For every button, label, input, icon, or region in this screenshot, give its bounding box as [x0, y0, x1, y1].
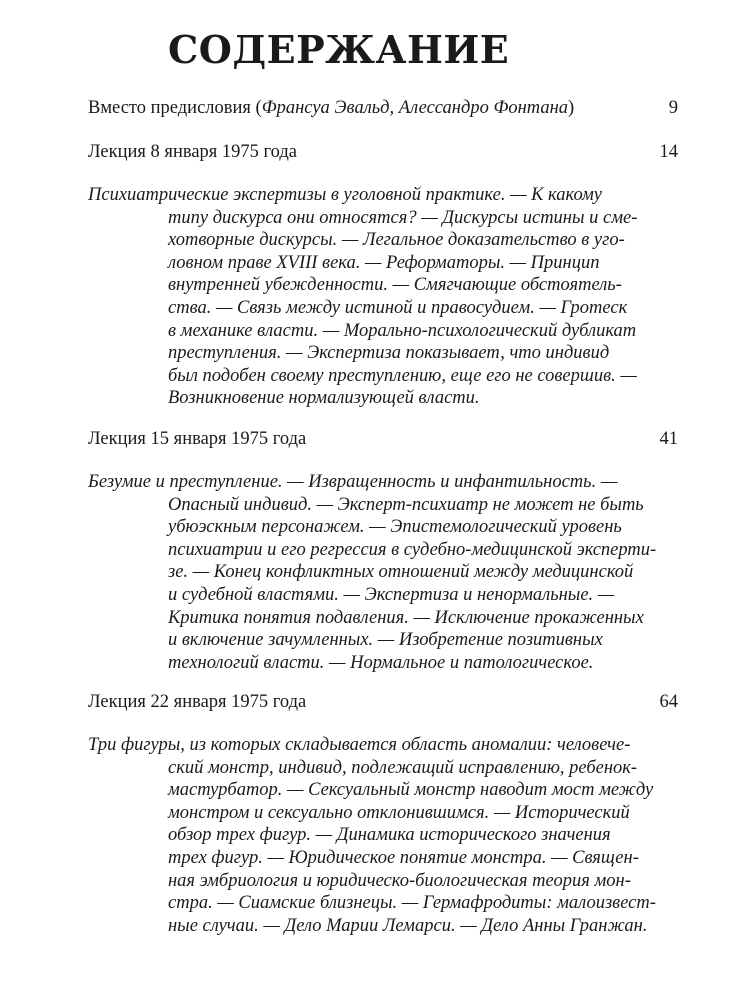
summary-line: преступления. — Экспертиза показывает, что индивид: [168, 343, 610, 364]
toc-entry-label: Лекция 22 января 1975 года: [88, 692, 307, 712]
summary-line: Безумие и преступление. — Извращенность и инфантильность. —: [88, 472, 618, 492]
summary-line: Опасный индивид. — Эксперт-психиатр не может не быть: [168, 494, 644, 515]
summary-line: хотворные дискурсы. — Легальное доказательство в уго-: [168, 230, 625, 251]
summary-line: Критика понятия подавления. — Исключение прокаженных: [168, 607, 644, 628]
summary-line: стра. — Сиамские близнецы. — Гермафродиты: малоизвест-: [168, 893, 656, 914]
lecture-summary: [88, 734, 688, 937]
toc-entry-lecture: [88, 427, 678, 451]
summary-line: ные случаи. — Дело Марии Лемарси. — Дело Анны Гранжан.: [168, 915, 648, 936]
summary-line: и судебной властями. — Экспертиза и ненормальные. —: [168, 584, 615, 605]
summary-line: внутренней убежденности. — Смягчающие обстоятель-: [168, 275, 622, 296]
toc-entry-label: Лекция 8 января 1975 года: [88, 142, 298, 162]
summary-line: обзор трех фигур. — Динамика исторического значения: [168, 825, 611, 846]
foreword-authors: Франсуа Эвальд, Алессандро Фонтана: [261, 98, 569, 118]
toc-page-number: 14: [659, 142, 678, 162]
summary-line: ский монстр, индивид, подлежащий исправлению, ребенок-: [168, 757, 638, 778]
summary-line: ная эмбриология и юридическо-биологическая теория мон-: [168, 870, 631, 891]
summary-line: технологий власти. — Нормальное и патологическое.: [168, 652, 594, 673]
summary-line: Три фигуры, из которых складывается область аномалии: человече-: [88, 735, 631, 755]
summary-line: и включение зачумленных. — Изобретение позитивных: [168, 630, 603, 651]
summary-line: Психиатрические экспертизы в уголовной практике. — К какому: [88, 185, 603, 205]
toc-entry-lecture: [88, 690, 678, 714]
toc-entry-label: Лекция 15 января 1975 года: [88, 429, 307, 449]
summary-line: Возникновение нормализующей власти.: [168, 388, 480, 409]
summary-line: ловном праве XVIII века. — Реформаторы. — Принцип: [168, 252, 600, 273]
summary-line: убюэскным персонажем. — Эпистемологический уровень: [168, 517, 622, 538]
lecture-summary: [88, 471, 688, 674]
summary-line: психиатрии и его регрессия в судебно-медицинской эксперти-: [168, 539, 657, 560]
page-title: СОДЕРЖАНИЕ: [168, 27, 510, 72]
summary-line: ства. — Связь между истиной и правосудием. — Гротеск: [168, 297, 628, 318]
toc-entry-lecture: [88, 140, 678, 164]
summary-line: зе. — Конец конфликтных отношений между медицинской: [168, 562, 634, 583]
summary-line: трех фигур. — Юридическое понятие монстра. — Священ-: [168, 847, 639, 868]
toc-page-number: 41: [659, 429, 678, 449]
toc-page-number: 9: [668, 98, 678, 118]
toc-page-number: 64: [659, 692, 678, 712]
toc-entry-foreword: [88, 96, 678, 120]
summary-line: мастурбатор. — Сексуальный монстр наводит мост между: [168, 780, 654, 801]
summary-line: в механике власти. — Морально-психологический дубликат: [168, 320, 637, 341]
toc-entry-label: Вместо предисловия (Франсуа Эвальд, Алессандро Фонтана): [88, 98, 575, 118]
summary-line: был подобен своему преступлению, еще его не совершив. —: [168, 365, 637, 386]
lecture-summary: [88, 184, 688, 410]
summary-line: типу дискурса они относятся? — Дискурсы истины и сме-: [168, 207, 638, 228]
summary-line: монстром и сексуально отклонившимся. — Исторический: [168, 802, 630, 823]
